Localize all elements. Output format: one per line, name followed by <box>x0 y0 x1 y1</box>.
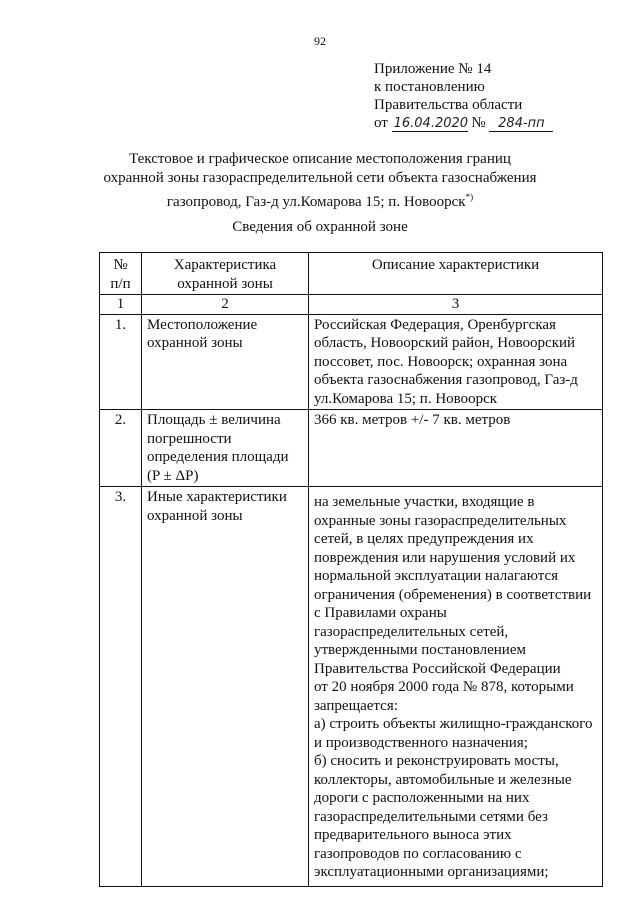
title-line: Текстовое и графическое описание местоположения границ <box>129 151 511 167</box>
row-number: 3. <box>100 487 142 887</box>
table-row <box>100 410 603 487</box>
title-line <box>100 188 540 212</box>
appendix-date-line <box>374 114 553 132</box>
header-description: Описание характеристики <box>309 253 603 295</box>
footnote-mark: *) <box>465 192 474 202</box>
table-header-row <box>100 253 603 295</box>
row-number: 2. <box>100 410 142 487</box>
row-description: 366 кв. метров +/- 7 кв. метров <box>309 410 603 487</box>
row-characteristic: Площадь ± величина погрешности определения площади (P ± ΔP) <box>142 410 309 487</box>
appendix-line: к постановлению <box>374 79 485 95</box>
header-characteristic: Характеристика охранной зоны <box>142 253 309 295</box>
row-description: Российская Федерация, Оренбургская область, Новоорский район, Новоорский поссовет, пос. Новоорск; охранная зона объекта газоснабжения газопровод, Газ-д ул.Комарова 15; п. Новоорск <box>309 314 603 410</box>
document-title <box>100 150 540 212</box>
table-row <box>100 314 603 410</box>
title-line: охранной зоны газораспределительной сети объекта газоснабжения <box>103 170 537 186</box>
appendix-line: Правительства области <box>374 97 523 113</box>
handwritten-number: 284-пп <box>489 116 553 132</box>
handwritten-date: 16.04.2020 <box>393 116 469 131</box>
column-index: 2 <box>142 295 309 315</box>
page-number: 92 <box>314 34 326 48</box>
row-characteristic: Местоположение охранной зоны <box>142 314 309 410</box>
header-num: № п/п <box>100 253 142 295</box>
row-number: 1. <box>100 314 142 410</box>
table-row <box>100 487 603 887</box>
section-subtitle: Сведения об охранной зоне <box>232 219 408 235</box>
number-sign: № <box>471 115 486 131</box>
appendix-block <box>374 60 553 132</box>
protection-zone-table <box>99 252 603 887</box>
column-index: 1 <box>100 295 142 315</box>
date-prefix: от <box>374 115 388 131</box>
title-line-text: газопровод, Газ-д ул.Комарова 15; п. Новоорск <box>166 194 466 210</box>
column-index-row <box>100 295 603 315</box>
row-description: на земельные участки, входящие в охранные зоны газораспределительных сетей, в целях предупреждения их повреждения или нарушения условий их нормальной эксплуатации налагаются ограничения (обременения) в соответствии с Правилами охраны газораспределительных сетей, утвержденными постановлением Правительства Российской Федерации от 20 ноября 2000 года № 878, которыми запрещается: а) строить объекты жилищно-гражданского и производственного назначения; б) сносить и реконструировать мосты, коллекторы, автомобильные и железные дороги с расположенными на них газораспределительными сетями без предварительного выноса этих газопроводов по согласованию с эксплуатационными организациями; <box>309 487 603 887</box>
column-index: 3 <box>309 295 603 315</box>
appendix-line: Приложение № 14 <box>374 61 492 77</box>
row-characteristic: Иные характеристики охранной зоны <box>142 487 309 887</box>
